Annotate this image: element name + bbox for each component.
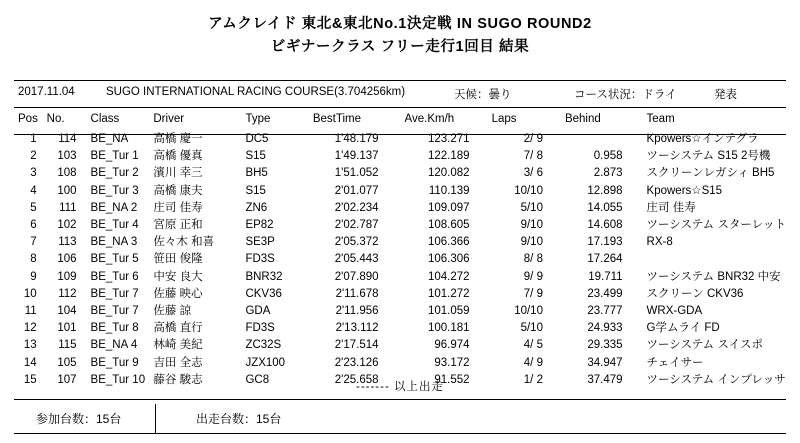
cell-pos: 11 [24,305,37,318]
column-header-behind: Behind [564,113,601,125]
cell-behind: 29.335 [587,339,623,352]
table-row [14,286,786,303]
cell-class: BE_Tur 7 [90,305,139,318]
divider-under-info [14,107,786,108]
cell-driver: 佐藤 映心 [153,287,203,300]
cell-best-time: 2'05.372 [334,236,379,249]
cell-best-time: 2'02.787 [334,219,379,232]
cell-driver: 吉田 全志 [153,356,203,369]
cell-type: BH5 [245,167,268,180]
results-table-body [14,131,786,389]
cell-pos: 12 [23,322,37,335]
cell-type: S15 [245,150,266,163]
cell-no: 101 [57,322,77,335]
footer-row [14,410,786,430]
cell-laps: 3/ 6 [523,167,543,180]
cell-avg-kmh: 106.366 [428,236,470,249]
cell-behind: 23.777 [587,305,623,318]
starter-count: 出走台数：15台 [196,412,282,426]
cell-class: BE_Tur 3 [90,184,139,197]
cell-laps: 7/ 8 [523,150,543,163]
title-block [0,0,800,57]
cell-team: ツーシステム スイスポ [646,339,764,352]
cell-best-time: 2'07.890 [334,270,379,283]
course-name: SUGO INTERNATIONAL RACING COURSE(3.704256km) [106,86,406,98]
event-title: アムクレイド 東北&東北No.1決定戦 IN SUGO ROUND2 [208,16,592,32]
cell-laps: 9/10 [520,219,543,232]
column-header-class: Class [90,113,120,125]
cell-laps: 2/ 9 [523,133,543,145]
cell-behind: 14.608 [587,219,623,232]
cell-type: SE3P [245,236,275,249]
cell-avg-kmh: 96.974 [434,339,470,352]
column-header-team: Team [646,113,675,125]
cell-team: チェイサー [646,356,704,369]
cell-behind: 14.055 [587,201,623,214]
cell-laps: 4/ 5 [523,339,543,352]
cell-type: ZC32S [245,339,282,352]
cell-no: 105 [57,356,77,369]
column-header-type: Type [245,113,271,125]
table-row [14,337,786,354]
cell-no: 114 [58,133,77,145]
table-row [14,148,786,165]
cell-pos: 4 [30,184,37,197]
cell-driver: 高橋 優真 [153,150,203,163]
table-header-row [14,113,786,131]
cell-type: ZN6 [245,201,268,214]
cell-best-time: 2'23.126 [334,356,379,369]
cell-driver: 庄司 佳寿 [153,201,203,214]
cell-driver: 林崎 美紀 [153,339,203,352]
cell-avg-kmh: 123.271 [428,133,470,145]
cell-avg-kmh: 101.059 [428,305,470,318]
cell-class: BE_NA [90,133,129,145]
cell-no: 113 [58,236,77,249]
cell-behind: 17.193 [587,236,623,249]
cell-pos: 5 [30,201,37,214]
cell-behind: 19.711 [588,270,623,283]
cell-best-time: 2'11.956 [335,305,379,318]
cell-team: 庄司 佳寿 [646,201,696,214]
footer-vertical-divider [155,404,156,434]
cell-pos: 9 [30,270,37,283]
cell-team: G学ムライ FD [646,322,720,335]
cell-driver: 高橋 康夫 [153,184,203,197]
table-row [14,217,786,234]
cell-no: 104 [57,305,77,318]
cell-behind: 23.499 [587,287,623,300]
table-row [14,251,786,268]
cell-pos: 2 [30,150,37,163]
cell-type: EP82 [245,219,274,232]
cell-no: 100 [57,184,77,197]
cell-no: 106 [57,253,77,266]
column-header-no: No. [46,113,65,125]
cell-team [641,251,786,268]
cell-no: 108 [57,167,77,180]
cell-type: GDA [245,305,271,318]
cell-no: 103 [57,150,77,163]
cell-team: ツーシステム インプレッサ [646,373,786,386]
cell-pos: 3 [30,167,37,180]
cell-class: BE_NA 3 [90,236,138,249]
cell-best-time: 2'05.443 [334,253,379,266]
cell-driver: 藤谷 駿志 [153,373,203,386]
cell-class: BE_Tur 7 [90,287,139,300]
cell-laps: 5/10 [520,322,543,335]
cell-pos: 6 [30,219,37,232]
cell-behind: 17.264 [587,253,623,266]
cell-type: BNR32 [245,270,283,283]
column-header-pos: Pos [18,113,38,125]
cell-no: 111 [59,201,77,214]
table-row [14,355,786,372]
cell-avg-kmh: 108.605 [428,219,470,232]
cell-type: FD3S [245,322,275,335]
cell-class: BE_NA 4 [90,339,138,352]
cell-no: 109 [57,270,77,283]
cell-driver: 佐々木 和喜 [153,236,215,249]
cell-pos: 7 [30,236,37,249]
cell-laps: 10/10 [514,184,543,197]
cell-class: BE_Tur 5 [90,253,139,266]
cell-pos: 10 [23,287,37,300]
cell-best-time: 2'17.514 [334,339,379,352]
cell-laps: 1/ 2 [523,373,543,386]
event-subtitle: ビギナークラス フリー走行1回目 結果 [270,39,530,55]
cell-best-time: 1'49.137 [334,150,379,163]
results-table [14,113,786,389]
cell-no: 112 [58,287,77,300]
cell-class: BE_NA 2 [90,201,138,214]
column-header-best: BestTime [312,113,361,125]
cell-behind: 12.898 [587,184,623,197]
cell-avg-kmh: 106.306 [428,253,470,266]
cell-team: Kpowers☆インテグラ [646,133,759,145]
cell-class: BE_Tur 6 [90,270,139,283]
cell-best-time: 2'11.678 [335,287,379,300]
cell-best-time: 2'25.658 [334,373,379,386]
cell-team: Kpowers☆S15 [646,184,723,197]
cell-avg-kmh: 91.552 [434,373,470,386]
table-row [14,200,786,217]
column-header-laps: Laps [491,113,517,125]
cell-type: JZX100 [245,356,286,369]
cell-best-time: 1'48.179 [334,133,379,145]
cell-laps: 5/10 [520,201,543,214]
cell-team: ツーシステム BNR32 中安 [646,270,781,283]
announcement-label: 発表 [714,89,737,101]
cell-type: GC8 [245,373,270,386]
cell-pos: 15 [23,373,37,386]
cell-team: スクリーン CKV36 [646,287,744,300]
cell-best-time: 2'01.077 [334,184,379,197]
cell-best-time: 1'51.052 [334,167,379,180]
table-row [14,183,786,200]
table-row [14,303,786,320]
cell-team: ツーシステム S15 2号機 [646,150,771,163]
cell-type: FD3S [245,253,275,266]
cell-avg-kmh: 110.139 [428,184,470,197]
divider-top [14,80,786,81]
cell-team: ツーシステム スターレット [646,219,786,232]
cell-driver: 高橋 慶一 [153,133,203,145]
divider-under-header [14,134,786,135]
cell-team: スクリーンレガシィ BH5 [646,167,775,180]
cell-pos: 8 [30,253,37,266]
cell-avg-kmh: 100.181 [428,322,470,335]
cell-no: 107 [57,373,77,386]
cell-avg-kmh: 109.097 [428,201,470,214]
cell-team: RX-8 [646,236,673,249]
cell-laps: 9/10 [520,236,543,249]
divider-footer [14,433,786,434]
cell-laps: 9/ 9 [523,270,543,283]
cell-behind: 37.479 [587,373,623,386]
event-info-row [14,86,786,106]
entry-count: 参加台数：15台 [36,412,122,426]
cell-class: BE_Tur 2 [90,167,139,180]
cell-no: 115 [58,339,77,352]
cell-avg-kmh: 101.272 [428,287,470,300]
cell-driver: 佐藤 諒 [153,305,192,318]
cell-best-time: 2'13.112 [335,322,379,335]
track-condition-label: コース状況：ドライ [574,89,677,101]
cell-type: CKV36 [245,287,282,300]
cell-driver: 笹田 俊隆 [153,253,203,266]
cell-class: BE_Tur 9 [90,356,139,369]
cell-behind: 2.873 [593,167,623,180]
cell-pos: 13 [23,339,37,352]
cell-best-time: 2'02.234 [334,201,379,214]
cell-class: BE_Tur 1 [90,150,139,163]
event-date: 2017.11.04 [18,86,75,98]
cell-driver: 中安 良大 [153,270,203,283]
cell-avg-kmh: 122.189 [428,150,470,163]
cell-pos: 1 [30,133,37,145]
cell-behind: 34.947 [587,356,623,369]
table-row [14,234,786,251]
cell-driver: 高橋 直行 [153,322,203,335]
cell-class: BE_Tur 8 [90,322,139,335]
cell-behind: 0.958 [593,150,623,163]
cell-avg-kmh: 93.172 [434,356,470,369]
end-of-list-note: ------- 以上出走 [355,381,444,393]
column-header-driver: Driver [153,113,185,125]
weather-label: 天候：曇り [454,89,512,101]
cell-laps: 8/ 8 [523,253,543,266]
cell-driver: 宮原 正和 [153,219,203,232]
column-header-avg: Ave.Km/h [404,113,455,125]
cell-type: DC5 [245,133,269,145]
divider-bottom [14,399,786,400]
table-row [14,320,786,337]
cell-avg-kmh: 120.082 [428,167,470,180]
cell-type: S15 [245,184,266,197]
cell-no: 102 [57,219,77,232]
cell-class: BE_Tur 10 [90,373,146,386]
cell-team: WRX-GDA [646,305,703,318]
cell-driver: 濱川 幸三 [153,167,203,180]
table-row [14,269,786,286]
table-row [14,165,786,182]
cell-behind: 24.933 [587,322,623,335]
cell-class: BE_Tur 4 [90,219,139,232]
cell-laps: 4/ 9 [523,356,543,369]
cell-laps: 7/ 9 [523,287,543,300]
cell-laps: 10/10 [514,305,543,318]
cell-avg-kmh: 104.272 [428,270,470,283]
cell-pos: 14 [23,356,37,369]
